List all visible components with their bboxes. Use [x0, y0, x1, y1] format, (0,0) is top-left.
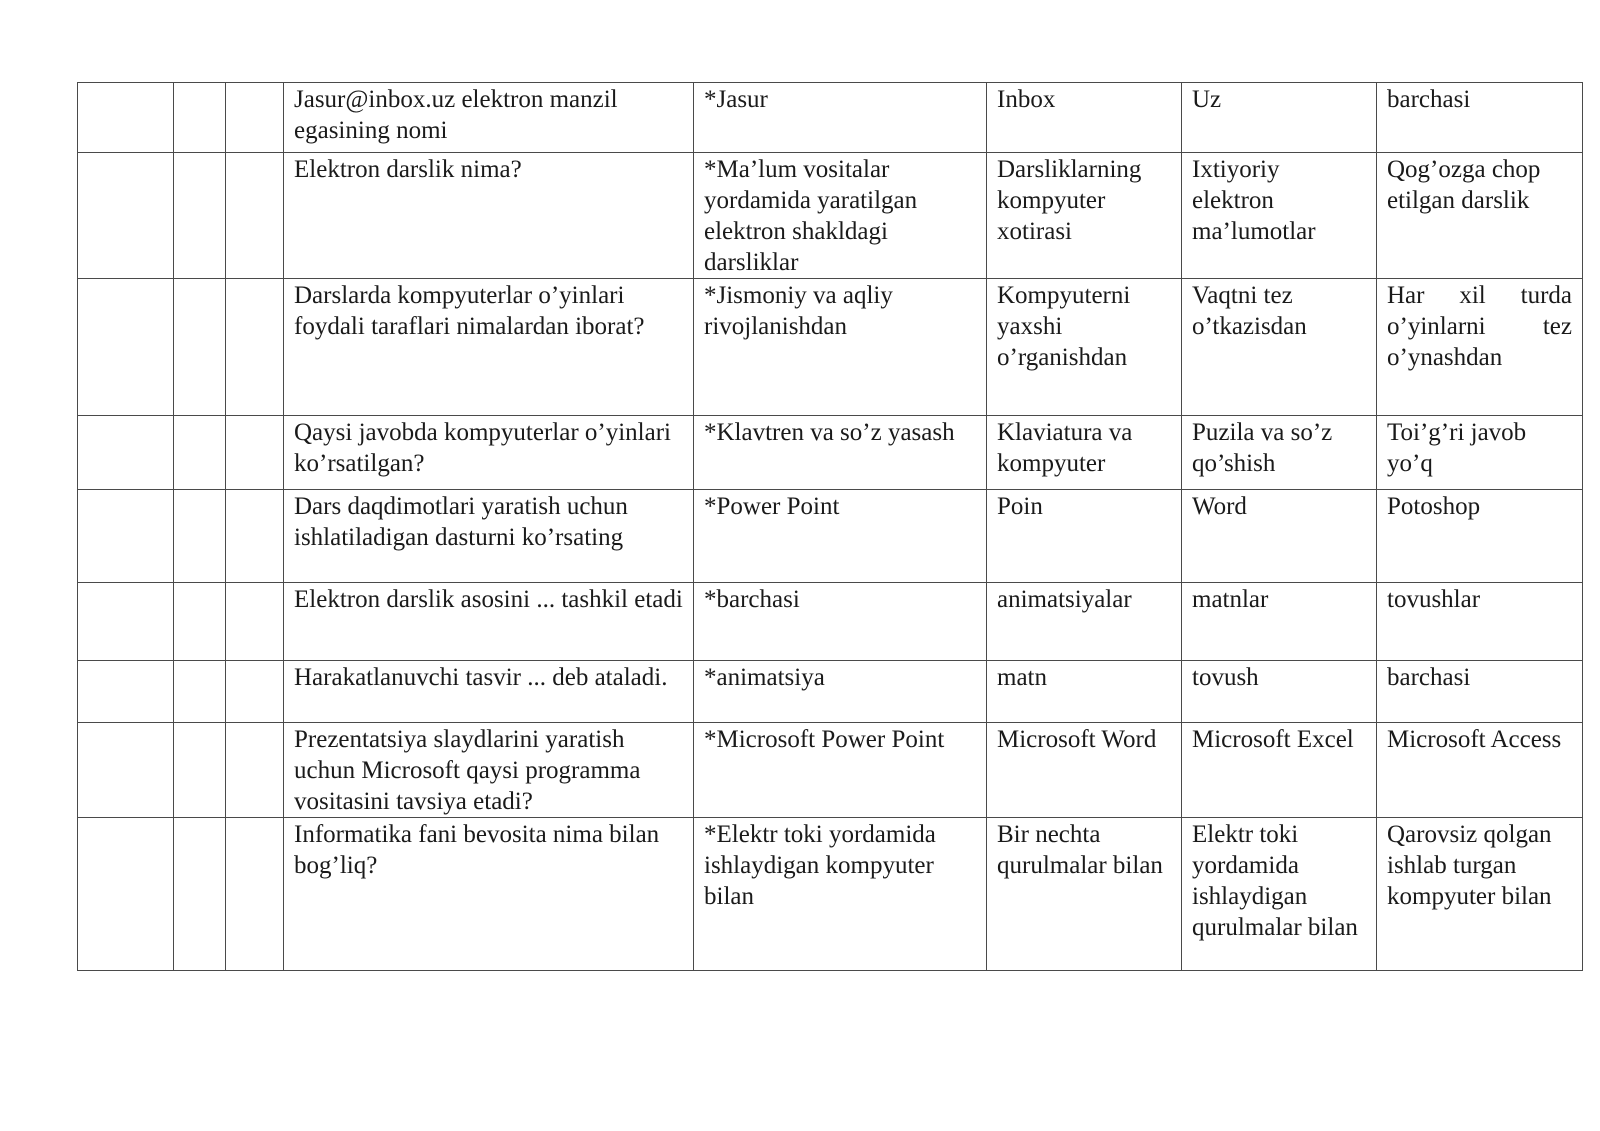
table-row — [78, 83, 1583, 153]
table-row — [78, 416, 1583, 490]
correct-answer-cell: *Elektr toki yordamida ishlaydigan kompyuter bilan — [694, 818, 987, 971]
blank-cell — [78, 416, 174, 490]
correct-answer-cell: *Ma’lum vositalar yordamida yaratilgan elektron shakldagi darsliklar — [694, 153, 987, 279]
blank-cell — [78, 83, 174, 153]
blank-cell — [226, 83, 284, 153]
blank-cell — [174, 83, 226, 153]
table-row — [78, 490, 1583, 583]
table-row — [78, 723, 1583, 818]
option-b-cell: Darsliklarning kompyuter xotirasi — [987, 153, 1182, 279]
blank-cell — [78, 583, 174, 661]
table-row — [78, 818, 1583, 971]
option-c-cell: matnlar — [1182, 583, 1377, 661]
option-d-cell: Qog’ozga chop etilgan darslik — [1377, 153, 1583, 279]
blank-cell — [226, 818, 284, 971]
option-d-cell: barchasi — [1377, 83, 1583, 153]
option-c-cell: Puzila va so’z qo’shish — [1182, 416, 1377, 490]
question-cell: Harakatlanuvchi tasvir ... deb ataladi. — [284, 661, 694, 723]
question-cell: Informatika fani bevosita nima bilan bog’liq? — [284, 818, 694, 971]
option-c-cell: Microsoft Excel — [1182, 723, 1377, 818]
blank-cell — [78, 723, 174, 818]
option-b-cell: Microsoft Word — [987, 723, 1182, 818]
question-cell: Elektron darslik asosini ... tashkil etadi — [284, 583, 694, 661]
question-cell: Jasur@inbox.uz elektron manzil egasining nomi — [284, 83, 694, 153]
blank-cell — [174, 490, 226, 583]
question-cell: Prezentatsiya slaydlarini yaratish uchun Microsoft qaysi programma vositasini tavsiya etadi? — [284, 723, 694, 818]
option-c-cell: Vaqtni tez o’tkazisdan — [1182, 279, 1377, 416]
option-c-cell: Elektr toki yordamida ishlaydigan qurulmalar bilan — [1182, 818, 1377, 971]
quiz-table — [77, 82, 1583, 971]
option-d-cell: Potoshop — [1377, 490, 1583, 583]
correct-answer-cell: *Klavtren va so’z yasash — [694, 416, 987, 490]
option-b-cell: Bir nechta qurulmalar bilan — [987, 818, 1182, 971]
correct-answer-cell: *Jismoniy va aqliy rivojlanishdan — [694, 279, 987, 416]
option-b-cell: Klaviatura va kompyuter — [987, 416, 1182, 490]
blank-cell — [174, 818, 226, 971]
blank-cell — [78, 279, 174, 416]
correct-answer-cell: *Power Point — [694, 490, 987, 583]
option-d-cell: Toi’g’ri javob yo’q — [1377, 416, 1583, 490]
blank-cell — [174, 661, 226, 723]
option-c-cell: tovush — [1182, 661, 1377, 723]
question-cell: Dars daqdimotlari yaratish uchun ishlatiladigan dasturni ko’rsating — [284, 490, 694, 583]
table-row — [78, 153, 1583, 279]
correct-answer-cell: *Jasur — [694, 83, 987, 153]
option-c-cell: Ixtiyoriy elektron ma’lumotlar — [1182, 153, 1377, 279]
blank-cell — [174, 583, 226, 661]
blank-cell — [226, 153, 284, 279]
option-d-cell: Microsoft Access — [1377, 723, 1583, 818]
question-cell: Elektron darslik nima? — [284, 153, 694, 279]
option-c-cell: Word — [1182, 490, 1377, 583]
blank-cell — [226, 583, 284, 661]
option-c-cell: Uz — [1182, 83, 1377, 153]
table-row — [78, 583, 1583, 661]
option-d-cell: tovushlar — [1377, 583, 1583, 661]
question-cell: Qaysi javobda kompyuterlar o’yinlari ko’rsatilgan? — [284, 416, 694, 490]
option-d-cell: Har xil turda o’yinlarni tez o’ynashdan — [1377, 279, 1583, 416]
option-b-cell: animatsiyalar — [987, 583, 1182, 661]
table-row — [78, 279, 1583, 416]
blank-cell — [78, 490, 174, 583]
blank-cell — [226, 490, 284, 583]
option-b-cell: Poin — [987, 490, 1182, 583]
blank-cell — [174, 279, 226, 416]
question-cell: Darslarda kompyuterlar o’yinlari foydali taraflari nimalardan iborat? — [284, 279, 694, 416]
blank-cell — [78, 153, 174, 279]
blank-cell — [174, 723, 226, 818]
correct-answer-cell: *animatsiya — [694, 661, 987, 723]
blank-cell — [226, 416, 284, 490]
blank-cell — [78, 818, 174, 971]
correct-answer-cell: *barchasi — [694, 583, 987, 661]
option-d-cell: barchasi — [1377, 661, 1583, 723]
blank-cell — [174, 153, 226, 279]
blank-cell — [174, 416, 226, 490]
option-b-cell: Inbox — [987, 83, 1182, 153]
blank-cell — [78, 661, 174, 723]
option-d-cell: Qarovsiz qolgan ishlab turgan kompyuter bilan — [1377, 818, 1583, 971]
correct-answer-cell: *Microsoft Power Point — [694, 723, 987, 818]
blank-cell — [226, 723, 284, 818]
table-row — [78, 661, 1583, 723]
option-b-cell: Kompyuterni yaxshi o’rganishdan — [987, 279, 1182, 416]
blank-cell — [226, 279, 284, 416]
option-b-cell: matn — [987, 661, 1182, 723]
blank-cell — [226, 661, 284, 723]
